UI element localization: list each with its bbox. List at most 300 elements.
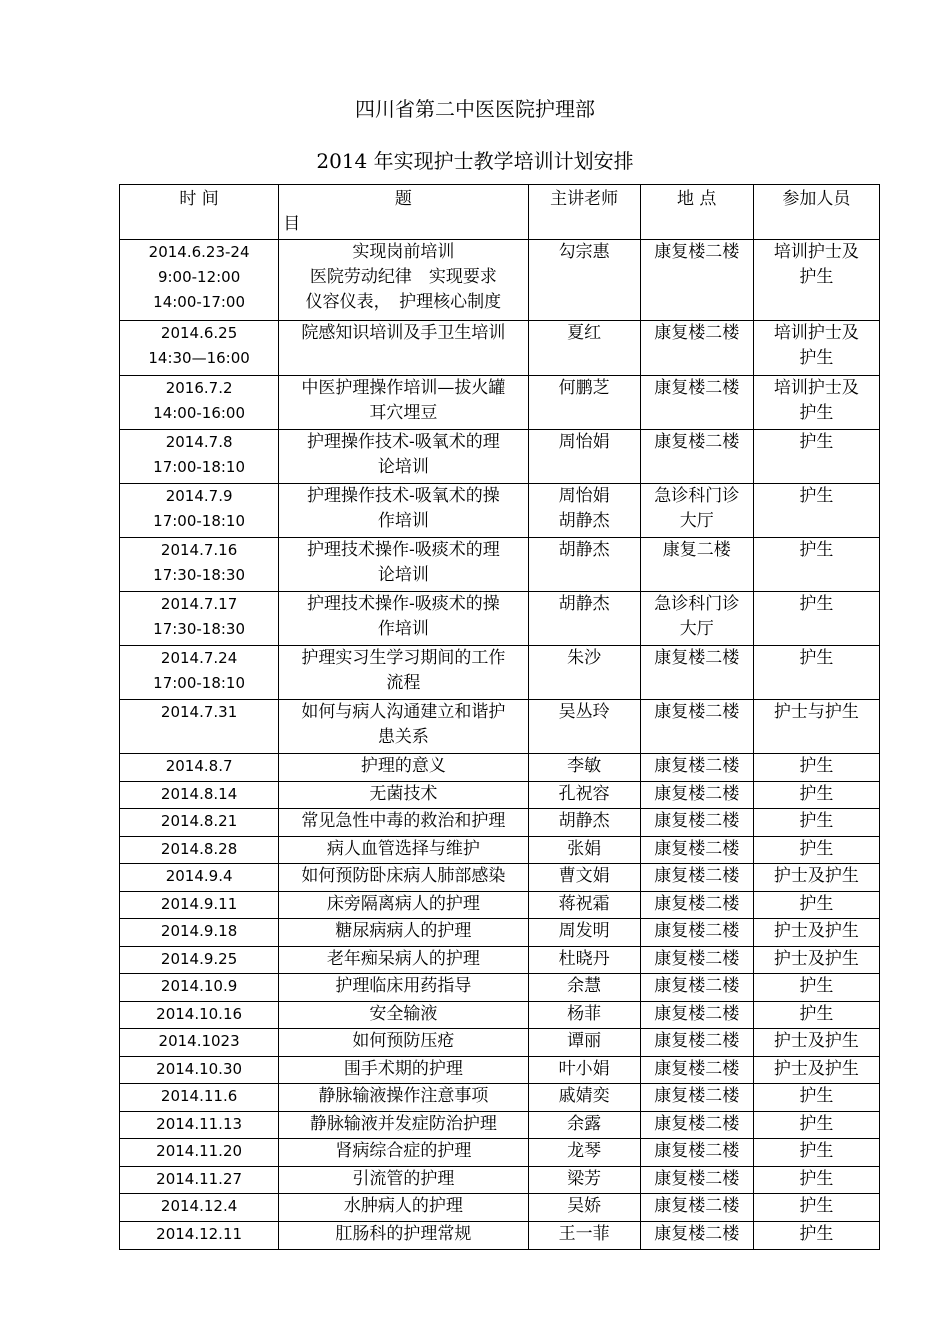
cell-people: [753, 1002, 879, 1029]
cell-topic-line: 院感知识培训及手卫生培训: [301, 323, 506, 343]
cell-place-line: 康复楼二楼: [654, 949, 740, 969]
table-row: [120, 484, 880, 538]
cell-time: [120, 864, 279, 892]
cell-topic: [279, 754, 528, 782]
table-row: [120, 700, 880, 754]
cell-place-line: 康复二楼: [662, 540, 731, 560]
cell-time-line: 2014.7.9: [165, 487, 233, 505]
cell-time-line: 2014.9.25: [160, 950, 238, 968]
cell-people-line: 护生: [799, 648, 834, 668]
table-row: [120, 837, 880, 864]
cell-people-line: 护士及护生: [773, 866, 859, 886]
cell-time-line: 17:00-18:10: [153, 458, 246, 476]
cell-time-line: 14:00-17:00: [153, 293, 246, 311]
document-subtitle: 2014 年实现护士教学培训计划安排: [316, 149, 634, 173]
cell-time-line: 2014.8.7: [165, 757, 233, 775]
cell-people: [753, 1057, 879, 1084]
cell-time-line: 9:00-12:00: [157, 268, 241, 286]
cell-time: [120, 892, 279, 919]
table-row: [120, 1167, 880, 1194]
cell-time: [120, 1112, 279, 1139]
table-row: [120, 538, 880, 592]
cell-time-line: 2014.6.23-24: [148, 243, 250, 261]
cell-teacher-line: 勾宗惠: [558, 242, 610, 262]
cell-topic: [279, 430, 528, 484]
cell-place-line: 康复楼二楼: [654, 1086, 740, 1106]
cell-place: [640, 700, 753, 754]
cell-teacher-line: 余露: [567, 1114, 602, 1134]
cell-people: [753, 782, 879, 809]
cell-teacher-line: 胡静杰: [558, 811, 610, 831]
cell-teacher-line: 杨菲: [567, 1004, 602, 1024]
cell-people: [753, 864, 879, 892]
cell-people: [753, 430, 879, 484]
cell-topic: [279, 1112, 528, 1139]
cell-place: [640, 1057, 753, 1084]
header-topic-part2: 目: [283, 214, 301, 234]
cell-people-line: 护生: [799, 1004, 834, 1024]
cell-place-line: 急诊科门诊: [654, 594, 740, 614]
cell-topic-line: 引流管的护理: [352, 1169, 455, 1189]
cell-topic-line: 护理实习生学习期间的工作: [301, 648, 506, 668]
cell-place-line: 康复楼二楼: [654, 378, 740, 398]
cell-teacher: [528, 837, 640, 864]
cell-people: [753, 754, 879, 782]
cell-time-line: 2014.12.11: [156, 1225, 243, 1243]
table-row: [120, 1194, 880, 1222]
cell-time: [120, 700, 279, 754]
cell-teacher-line: 周怡娟: [558, 432, 610, 452]
cell-topic-line: 护理技术操作-吸痰术的操: [306, 594, 500, 614]
cell-topic-line: 如何预防卧床病人肺部感染: [301, 866, 506, 886]
cell-time-line: 2014.8.21: [160, 812, 238, 830]
cell-time-line: 2014.6.25: [160, 324, 238, 342]
cell-topic-line: 安全输液: [369, 1004, 438, 1024]
table-row: [120, 240, 880, 321]
cell-topic: [279, 700, 528, 754]
cell-topic: [279, 837, 528, 864]
cell-teacher-line: 吴娇: [567, 1196, 602, 1216]
cell-topic: [279, 947, 528, 974]
header-people: 参加人员: [753, 185, 879, 240]
cell-time-line: 2014.11.13: [156, 1115, 243, 1133]
cell-people: [753, 1139, 879, 1167]
cell-teacher: [528, 1084, 640, 1112]
cell-time-line: 2014.12.4: [160, 1197, 238, 1215]
cell-topic: [279, 1057, 528, 1084]
cell-people-line: 护生: [799, 1196, 834, 1216]
cell-people: [753, 1084, 879, 1112]
cell-teacher-line: 谭丽: [567, 1031, 602, 1051]
cell-topic-line: 静脉输液并发症防治护理: [309, 1114, 497, 1134]
cell-time: [120, 782, 279, 809]
cell-time-line: 2014.7.16: [160, 541, 238, 559]
table-row: [120, 430, 880, 484]
cell-teacher: [528, 538, 640, 592]
cell-topic-line: 论培训: [377, 457, 429, 477]
cell-time-line: 2014.7.8: [165, 433, 233, 451]
table-row: [120, 1029, 880, 1057]
cell-teacher-line: 胡静杰: [558, 511, 610, 531]
cell-teacher: [528, 1222, 640, 1250]
cell-time: [120, 538, 279, 592]
cell-place: [640, 376, 753, 430]
cell-place: [640, 1084, 753, 1112]
cell-people: [753, 240, 879, 321]
cell-people-line: 护士及护生: [773, 1031, 859, 1051]
cell-topic-line: 流程: [386, 673, 421, 693]
table-row: [120, 892, 880, 919]
table-row: [120, 376, 880, 430]
table-row: [120, 1112, 880, 1139]
cell-time-line: 17:30-18:30: [153, 620, 246, 638]
cell-people: [753, 1167, 879, 1194]
cell-teacher: [528, 754, 640, 782]
cell-place-line: 康复楼二楼: [654, 648, 740, 668]
cell-people-line: 护生: [799, 1224, 834, 1244]
table-header-row: [120, 185, 880, 240]
cell-time: [120, 1222, 279, 1250]
cell-place: [640, 782, 753, 809]
cell-teacher-line: 周怡娟: [558, 486, 610, 506]
cell-time-line: 2014.10.30: [156, 1060, 243, 1078]
cell-place-line: 康复楼二楼: [654, 242, 740, 262]
cell-topic-line: 围手术期的护理: [343, 1059, 463, 1079]
cell-people: [753, 321, 879, 376]
cell-people: [753, 538, 879, 592]
cell-teacher-line: 杜晓丹: [558, 949, 610, 969]
cell-topic: [279, 646, 528, 700]
cell-topic: [279, 592, 528, 646]
cell-time-line: 2014.7.24: [160, 649, 238, 667]
cell-people: [753, 809, 879, 837]
cell-topic-line: 护理操作技术-吸氧术的操: [306, 486, 500, 506]
cell-place: [640, 538, 753, 592]
cell-topic: [279, 919, 528, 947]
cell-place-line: 康复楼二楼: [654, 784, 740, 804]
table-row: [120, 646, 880, 700]
cell-people-line: 护生: [799, 432, 834, 452]
cell-time: [120, 919, 279, 947]
cell-place: [640, 1139, 753, 1167]
cell-teacher-line: 孔祝容: [558, 784, 610, 804]
cell-topic: [279, 1167, 528, 1194]
cell-place-line: 大厅: [679, 511, 714, 531]
cell-place: [640, 892, 753, 919]
cell-topic: [279, 1084, 528, 1112]
table-row: [120, 864, 880, 892]
table-row: [120, 919, 880, 947]
cell-topic-line: 作培训: [377, 619, 429, 639]
cell-people: [753, 1112, 879, 1139]
cell-place-line: 康复楼二楼: [654, 323, 740, 343]
cell-topic-line: 静脉输液操作注意事项: [318, 1086, 489, 1106]
cell-topic-line: 患关系: [377, 727, 429, 747]
cell-time-line: 2014.10.16: [156, 1005, 243, 1023]
cell-place: [640, 974, 753, 1002]
cell-time-line: 2014.9.4: [165, 867, 233, 885]
cell-place-line: 康复楼二楼: [654, 1059, 740, 1079]
cell-teacher: [528, 1112, 640, 1139]
cell-place-line: 急诊科门诊: [654, 486, 740, 506]
cell-people-line: 护士及护生: [773, 1059, 859, 1079]
cell-people-line: 护生: [799, 486, 834, 506]
cell-place: [640, 1029, 753, 1057]
cell-teacher-line: 戚婧奕: [558, 1086, 610, 1106]
cell-teacher: [528, 646, 640, 700]
cell-time-line: 17:00-18:10: [153, 674, 246, 692]
cell-time: [120, 837, 279, 864]
cell-people-line: 护生: [799, 811, 834, 831]
cell-time: [120, 646, 279, 700]
cell-place: [640, 592, 753, 646]
cell-topic: [279, 1139, 528, 1167]
cell-topic-line: 实现岗前培训: [352, 242, 455, 262]
cell-time: [120, 376, 279, 430]
cell-place-line: 康复楼二楼: [654, 1004, 740, 1024]
cell-people: [753, 1029, 879, 1057]
cell-teacher-line: 胡静杰: [558, 594, 610, 614]
cell-teacher-line: 龙琴: [567, 1141, 602, 1161]
cell-teacher: [528, 592, 640, 646]
cell-place-line: 康复楼二楼: [654, 1224, 740, 1244]
cell-topic-line: 医院劳动纪律 实现要求: [309, 267, 497, 287]
header-topic: [279, 185, 528, 240]
cell-topic: [279, 1194, 528, 1222]
cell-place-line: 康复楼二楼: [654, 1169, 740, 1189]
cell-place-line: 康复楼二楼: [654, 1114, 740, 1134]
cell-teacher: [528, 1002, 640, 1029]
document-title: 四川省第二中医医院护理部: [355, 97, 595, 121]
cell-place: [640, 430, 753, 484]
cell-topic-line: 护理临床用药指导: [335, 976, 472, 996]
cell-teacher-line: 蒋祝霜: [558, 894, 610, 914]
cell-topic-line: 耳穴埋豆: [369, 403, 438, 423]
table-row: [120, 947, 880, 974]
cell-people-line: 护生: [799, 267, 834, 287]
cell-people-line: 培训护士及: [773, 378, 859, 398]
cell-place: [640, 1194, 753, 1222]
cell-teacher-line: 李敏: [567, 756, 602, 776]
cell-teacher-line: 梁芳: [567, 1169, 602, 1189]
cell-topic-line: 病人血管选择与维护: [326, 839, 480, 859]
cell-topic-line: 如何与病人沟通建立和谐护: [301, 702, 506, 722]
cell-time-line: 2014.8.14: [160, 785, 238, 803]
cell-topic-line: 床旁隔离病人的护理: [326, 894, 480, 914]
cell-teacher: [528, 1194, 640, 1222]
cell-place-line: 康复楼二楼: [654, 432, 740, 452]
cell-topic-line: 护理技术操作-吸痰术的理: [306, 540, 500, 560]
cell-topic-line: 常见急性中毒的救治和护理: [301, 811, 506, 831]
cell-place: [640, 864, 753, 892]
cell-time: [120, 1029, 279, 1057]
cell-place-line: 康复楼二楼: [654, 894, 740, 914]
cell-place: [640, 837, 753, 864]
cell-time-line: 2016.7.2: [165, 379, 233, 397]
cell-topic: [279, 809, 528, 837]
cell-people: [753, 1222, 879, 1250]
cell-topic: [279, 376, 528, 430]
cell-place-line: 康复楼二楼: [654, 1196, 740, 1216]
cell-teacher: [528, 430, 640, 484]
cell-time-line: 2014.10.9: [160, 977, 238, 995]
cell-teacher: [528, 892, 640, 919]
cell-topic: [279, 1222, 528, 1250]
cell-people-line: 培训护士及: [773, 242, 859, 262]
table-row: [120, 974, 880, 1002]
cell-people-line: 护生: [799, 784, 834, 804]
cell-topic: [279, 321, 528, 376]
cell-people-line: 护生: [799, 756, 834, 776]
cell-people-line: 护生: [799, 403, 834, 423]
cell-teacher-line: 夏红: [567, 323, 602, 343]
cell-topic-line: 护理的意义: [360, 756, 446, 776]
cell-topic: [279, 484, 528, 538]
cell-teacher-line: 周发明: [558, 921, 610, 941]
table-body: [120, 240, 880, 1250]
cell-teacher-line: 朱沙: [567, 648, 602, 668]
cell-topic-line: 糖尿病病人的护理: [335, 921, 472, 941]
cell-time: [120, 1167, 279, 1194]
cell-people-line: 护生: [799, 348, 834, 368]
cell-teacher: [528, 1139, 640, 1167]
cell-place-line: 康复楼二楼: [654, 866, 740, 886]
cell-people: [753, 376, 879, 430]
cell-time: [120, 592, 279, 646]
cell-place: [640, 321, 753, 376]
table-row: [120, 754, 880, 782]
cell-teacher: [528, 700, 640, 754]
cell-topic-line: 论培训: [377, 565, 429, 585]
cell-topic: [279, 974, 528, 1002]
cell-place: [640, 646, 753, 700]
cell-teacher: [528, 1029, 640, 1057]
header-topic-part1: 题: [394, 189, 412, 209]
cell-time: [120, 430, 279, 484]
cell-place: [640, 947, 753, 974]
cell-teacher: [528, 974, 640, 1002]
cell-place-line: 康复楼二楼: [654, 839, 740, 859]
cell-place: [640, 484, 753, 538]
cell-teacher: [528, 484, 640, 538]
cell-topic-line: 护理操作技术-吸氧术的理: [306, 432, 500, 452]
cell-topic-line: 如何预防压疮: [352, 1031, 455, 1051]
cell-topic: [279, 864, 528, 892]
cell-time-line: 2014.1023: [158, 1032, 240, 1050]
cell-teacher-line: 胡静杰: [558, 540, 610, 560]
cell-time-line: 2014.11.20: [156, 1142, 243, 1160]
cell-topic-line: 老年痴呆病人的护理: [326, 949, 480, 969]
cell-people-line: 护士及护生: [773, 921, 859, 941]
cell-place-line: 大厅: [679, 619, 714, 639]
cell-topic: [279, 892, 528, 919]
cell-topic: [279, 538, 528, 592]
cell-topic-line: 肛肠科的护理常规: [335, 1224, 472, 1244]
cell-time-line: 2014.8.28: [160, 840, 238, 858]
cell-place: [640, 809, 753, 837]
cell-people-line: 护生: [799, 594, 834, 614]
cell-people-line: 护生: [799, 894, 834, 914]
cell-place-line: 康复楼二楼: [654, 976, 740, 996]
cell-time-line: 2014.11.6: [160, 1087, 238, 1105]
cell-place: [640, 1112, 753, 1139]
cell-place-line: 康复楼二楼: [654, 756, 740, 776]
cell-teacher: [528, 864, 640, 892]
table-row: [120, 592, 880, 646]
cell-topic-line: 肾病综合症的护理: [335, 1141, 472, 1161]
cell-people-line: 护生: [799, 976, 834, 996]
cell-people: [753, 700, 879, 754]
training-schedule-table: [119, 184, 880, 1250]
cell-people-line: 培训护士及: [773, 323, 859, 343]
cell-people-line: 护生: [799, 540, 834, 560]
cell-teacher: [528, 782, 640, 809]
cell-people: [753, 646, 879, 700]
cell-time: [120, 321, 279, 376]
cell-time: [120, 240, 279, 321]
cell-time-line: 17:30-18:30: [153, 566, 246, 584]
cell-time-line: 17:00-18:10: [153, 512, 246, 530]
cell-time: [120, 974, 279, 1002]
cell-place: [640, 1002, 753, 1029]
cell-teacher: [528, 919, 640, 947]
cell-people: [753, 947, 879, 974]
cell-teacher-line: 叶小娟: [558, 1059, 610, 1079]
cell-teacher-line: 曹文娟: [558, 866, 610, 886]
cell-time: [120, 947, 279, 974]
table-row: [120, 782, 880, 809]
cell-people: [753, 837, 879, 864]
cell-topic: [279, 1002, 528, 1029]
table-row: [120, 1002, 880, 1029]
cell-place: [640, 754, 753, 782]
cell-people-line: 护生: [799, 1169, 834, 1189]
cell-teacher-line: 王一菲: [558, 1224, 610, 1244]
cell-topic-line: 作培训: [377, 511, 429, 531]
cell-people-line: 护生: [799, 839, 834, 859]
cell-time-line: 2014.9.18: [160, 922, 238, 940]
cell-time: [120, 1139, 279, 1167]
cell-people: [753, 974, 879, 1002]
cell-place: [640, 919, 753, 947]
cell-topic-line: 仪容仪表， 护理核心制度: [305, 292, 502, 312]
cell-teacher: [528, 321, 640, 376]
cell-time: [120, 1194, 279, 1222]
table-row: [120, 321, 880, 376]
cell-teacher: [528, 376, 640, 430]
cell-teacher: [528, 947, 640, 974]
cell-people: [753, 892, 879, 919]
cell-topic-line: 水肿病人的护理: [343, 1196, 463, 1216]
cell-teacher: [528, 1167, 640, 1194]
cell-place-line: 康复楼二楼: [654, 1141, 740, 1161]
table-row: [120, 1222, 880, 1250]
cell-time: [120, 1084, 279, 1112]
cell-time-line: 2014.11.27: [156, 1170, 243, 1188]
header-place: 地 点: [640, 185, 753, 240]
cell-time: [120, 1057, 279, 1084]
cell-people-line: 护生: [799, 1114, 834, 1134]
cell-place-line: 康复楼二楼: [654, 921, 740, 941]
table-row: [120, 1057, 880, 1084]
cell-topic: [279, 240, 528, 321]
cell-teacher: [528, 809, 640, 837]
cell-place-line: 康复楼二楼: [654, 811, 740, 831]
cell-people-line: 护士及护生: [773, 949, 859, 969]
cell-time-line: 14:30—16:00: [148, 349, 250, 367]
cell-people: [753, 1194, 879, 1222]
cell-teacher-line: 何鹏芝: [558, 378, 610, 398]
